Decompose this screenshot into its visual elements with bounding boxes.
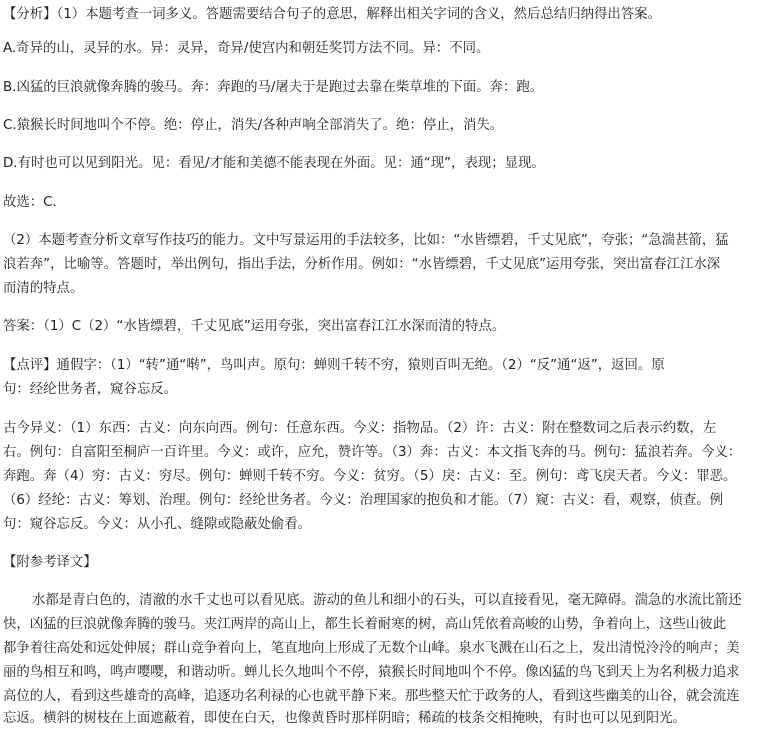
- ancient-modern-line-3: 奔跑。奔（4）穷：古义：穷尽。例句：蝉则千转不穷。今义：贫穷。（5）戾：古义：至。例句：鸢飞戾天者。今义：罪恶。: [3, 469, 737, 484]
- part2-line-3: 而清的特点。: [3, 281, 84, 296]
- ancient-modern-line-1: 古今异义：（1）东西：古义：向东向西。例句：任意东西。今义：指物品。（2）许：古义：附在整数词之后表示约数，左: [3, 421, 717, 436]
- ancient-modern-line-2: 右。例句：自富阳至桐庐一百许里。今义：或许，应允，赞许等。（3）奔：古义：本文指飞奔的马。例句：猛浪若奔。今义：: [3, 445, 742, 460]
- answer-line: 答案：（1）C（2）“水皆缥碧，千丈见底”运用夸张，突出富春江江水深而清的特点。: [3, 319, 506, 334]
- ancient-modern-line-5: 句：窥谷忘反。今义：从小孔、缝隙或隐蔽处偷看。: [3, 517, 311, 532]
- analysis-paragraph-intro: 【分析】（1）本题考查一词多义。答题需要结合句子的意思，解释出相关字词的含义，然后总结归纳得出答案。: [3, 7, 661, 22]
- translation-line-4: 丽的鸟相互和鸣，鸣声嘤嘤，和谐动听。蝉儿长久地叫个不停，猿猴长时间地叫个不停。像凶猛的鸟飞到天上为名利极力追求: [3, 665, 740, 680]
- option-b-line: B.凶猛的巨浪就像奔腾的骏马。奔：奔跑的马/屠夫于是跑过去靠在柴草堆的下面。奔：跑。: [3, 80, 544, 95]
- option-d-line: D.有时也可以见到阳光。见：看见/才能和美德不能表现在外面。见：通“现”，表现；显现。: [3, 156, 545, 171]
- part2-line-2: 浪若奔”，比喻等。答题时，举出例句，指出手法，分析作用。例如：“水皆缥碧，千丈见底”运用夸张，突出富春江江水深: [3, 257, 721, 272]
- translation-line-2: 快，凶猛的巨浪就像奔腾的骏马。夹江两岸的高山上，都生长着耐寒的树，高山凭依着高峻的山势，争着向上，这些山彼此: [3, 617, 727, 632]
- choice-line: 故选：C.: [3, 195, 57, 210]
- translation-line-6: 忘返。横斜的树枝在上面遮蔽着，即使在白天，也像黄昏时那样阴暗；稀疏的枝条交相掩映，有时也可以见到阳光。: [3, 711, 686, 726]
- translation-line-5: 高位的人，看到这些雄奇的高峰，追逐功名利禄的心也就平静下来。那些整天忙于政务的人，看到这些幽美的山谷，就会流连: [3, 689, 740, 704]
- option-c-line: C.猿猴长时间地叫个不停。绝：停止，消失/各种声响全部消失了。绝：停止，消失。: [3, 118, 504, 133]
- translation-line-3: 都争着往高处和远处伸展；群山竞争着向上，笔直地向上形成了无数个山峰。泉水飞溅在山石之上，发出清悦泠泠的响声；美: [3, 641, 740, 656]
- part2-line-1: （2）本题考查分析文章写作技巧的能力。文中写景运用的手法较多，比如：“水皆缥碧，千丈见底”，夸张；“急湍甚箭，猛: [3, 233, 729, 248]
- comment-line-1: 【点评】通假字：（1）“转”通“啭”，鸟叫声。原句：蝉则千转不穷，猿则百叫无绝。（2）“反”通“返”，返回。原: [3, 358, 665, 373]
- translation-line-1: 水都是青白色的，清澈的水千丈也可以看见底。游动的鱼儿和细小的石头，可以直接看见，毫无障碍。湍急的水流比箭还: [32, 593, 742, 608]
- option-a-line: A.奇异的山，灵异的水。异：灵异，奇异/使宫内和朝廷奖罚方法不同。异：不同。: [3, 41, 490, 56]
- translation-heading: 【附参考译文】: [3, 555, 97, 570]
- ancient-modern-line-4: （6）经纶：古义：筹划、治理。例句：经纶世务者。今义：治理国家的抱负和才能。（7）窥：古义：看，观察，侦查。例: [3, 493, 724, 508]
- comment-line-2: 句：经纶世务者，窥谷忘反。: [3, 382, 178, 397]
